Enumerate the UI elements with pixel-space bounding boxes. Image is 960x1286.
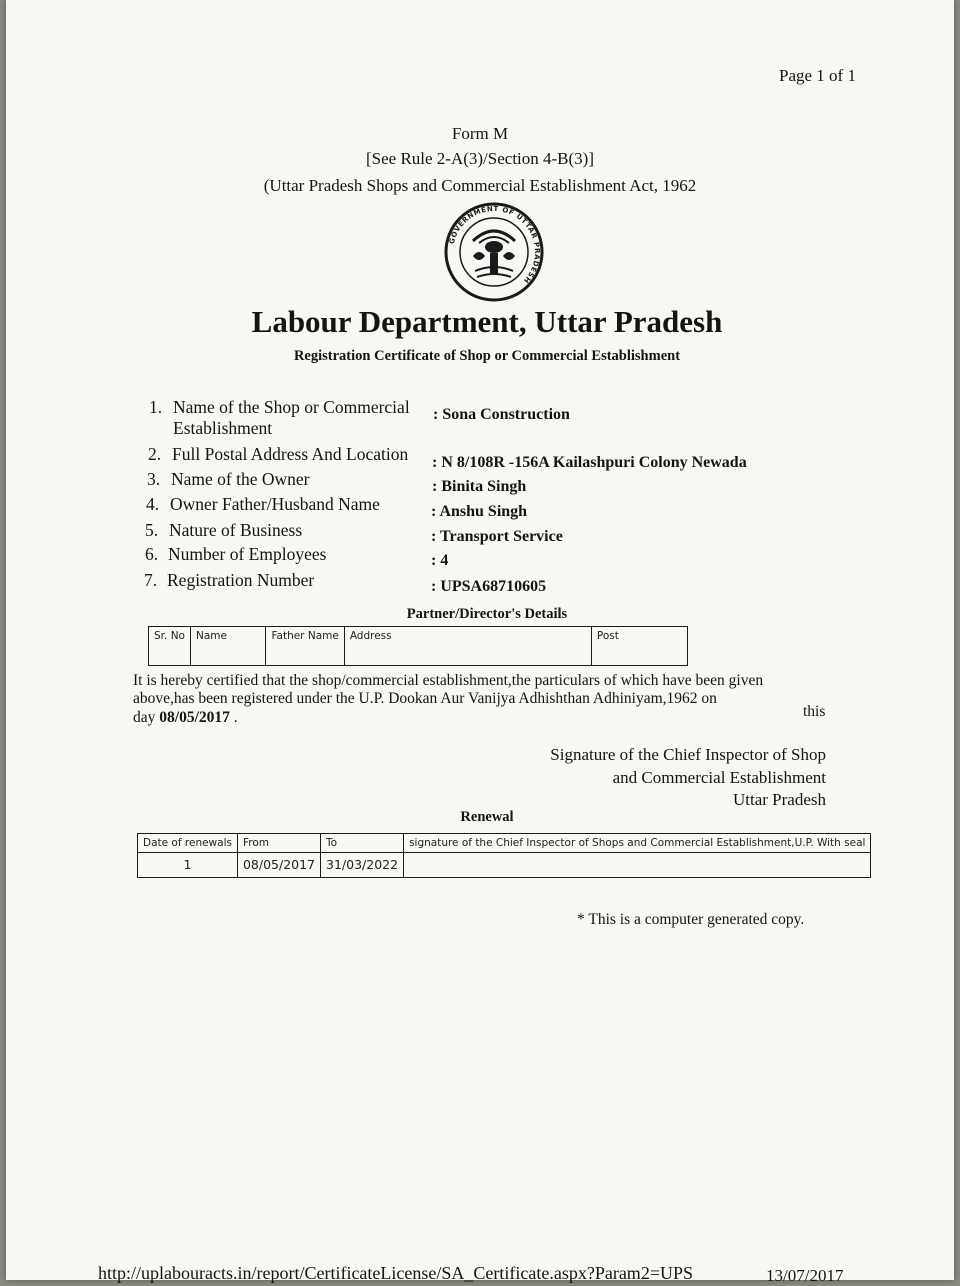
table-header-cell: Father Name [266,627,344,666]
table-header-cell: Name [190,627,265,666]
detail-number: 5. [145,520,159,540]
detail-value: : Anshu Singh [431,503,528,520]
detail-label: Number of Employees [168,544,327,564]
detail-label: Nature of Business [169,520,303,540]
signature-line: and Commercial Establishment [612,768,826,787]
footer-url: http://uplabouracts.in/report/CertificateLicense/SA_Certificate.aspx?Param2=UPS [98,1263,693,1283]
detail-number: 2. [148,444,162,464]
table-header-cell: Date of renewals [138,834,238,853]
table-header-cell: Post [591,627,687,666]
detail-value: : 4 [431,552,449,569]
detail-label: Owner Father/Husband Name [170,494,380,514]
table-cell: 08/05/2017 [237,853,320,878]
certification-line: It is hereby certified that the shop/commercial establishment,the particulars of which have been given [133,672,764,689]
detail-value: : N 8/108R -156A Kailashpuri Colony Newada [432,454,747,471]
table-header-cell: Address [344,627,591,666]
signature-line: Uttar Pradesh [732,790,826,809]
table-cell: 31/03/2022 [321,853,404,878]
registration-date: 08/05/2017 [159,709,230,726]
form-title: Form M [451,124,509,143]
partner-details-heading: Partner/Director's Details [406,606,568,622]
rule-reference: [See Rule 2-A(3)/Section 4-B(3)] [365,149,595,168]
certification-line: above,has been registered under the U.P. Dookan Aur Vanijya Adhishthan Adhiniyam,1962 on [133,690,717,707]
detail-value: : UPSA68710605 [431,578,547,595]
certification-line-tail: this [803,703,826,720]
detail-number: 1. [149,397,163,417]
footer-date: 13/07/2017 [766,1266,844,1285]
detail-label: Full Postal Address And Location [172,444,409,464]
detail-number: 3. [147,469,161,489]
certification-line [133,709,238,727]
table-header-cell: From [237,834,320,853]
detail-value: : Sona Construction [433,406,570,423]
table-cell [404,853,871,878]
partner-details-table [148,626,688,666]
computer-generated-note: * This is a computer generated copy. [577,911,805,928]
detail-label-continued: Establishment [173,418,273,438]
certification-suffix: . [229,709,238,726]
detail-value: : Transport Service [431,528,563,545]
table-header-cell: Sr. No [149,627,191,666]
detail-number: 6. [145,544,159,564]
detail-value: : Binita Singh [432,478,527,495]
detail-number: 7. [144,570,158,590]
table-row [138,853,871,878]
table-header-cell: signature of the Chief Inspector of Shops and Commercial Establishment,U.P. With seal [404,834,871,853]
department-title: Labour Department, Uttar Pradesh [251,304,723,339]
detail-label: Name of the Shop or Commercial [173,397,410,417]
act-reference: (Uttar Pradesh Shops and Commercial Establishment Act, 1962 [263,176,697,195]
table-cell: 1 [138,853,238,878]
signature-line: Signature of the Chief Inspector of Shop [550,745,826,764]
table-header-row [138,834,871,853]
svg-text:GOVERNMENT OF UTTAR PRADESH: GOVERNMENT OF UTTAR PRADESH [447,204,542,285]
detail-number: 4. [146,494,160,514]
government-of-uttar-pradesh-seal-icon [443,201,545,303]
detail-label: Name of the Owner [171,469,310,489]
certificate-page [6,0,954,1285]
certificate-subtitle: Registration Certificate of Shop or Commercial Establishment [293,348,681,364]
renewal-heading: Renewal [460,809,514,825]
certification-prefix: day [133,709,160,726]
table-header-row [149,627,688,666]
page-indicator: Page 1 of 1 [779,66,856,85]
table-header-cell: To [321,834,404,853]
detail-label: Registration Number [167,570,315,590]
renewal-table [137,833,871,878]
